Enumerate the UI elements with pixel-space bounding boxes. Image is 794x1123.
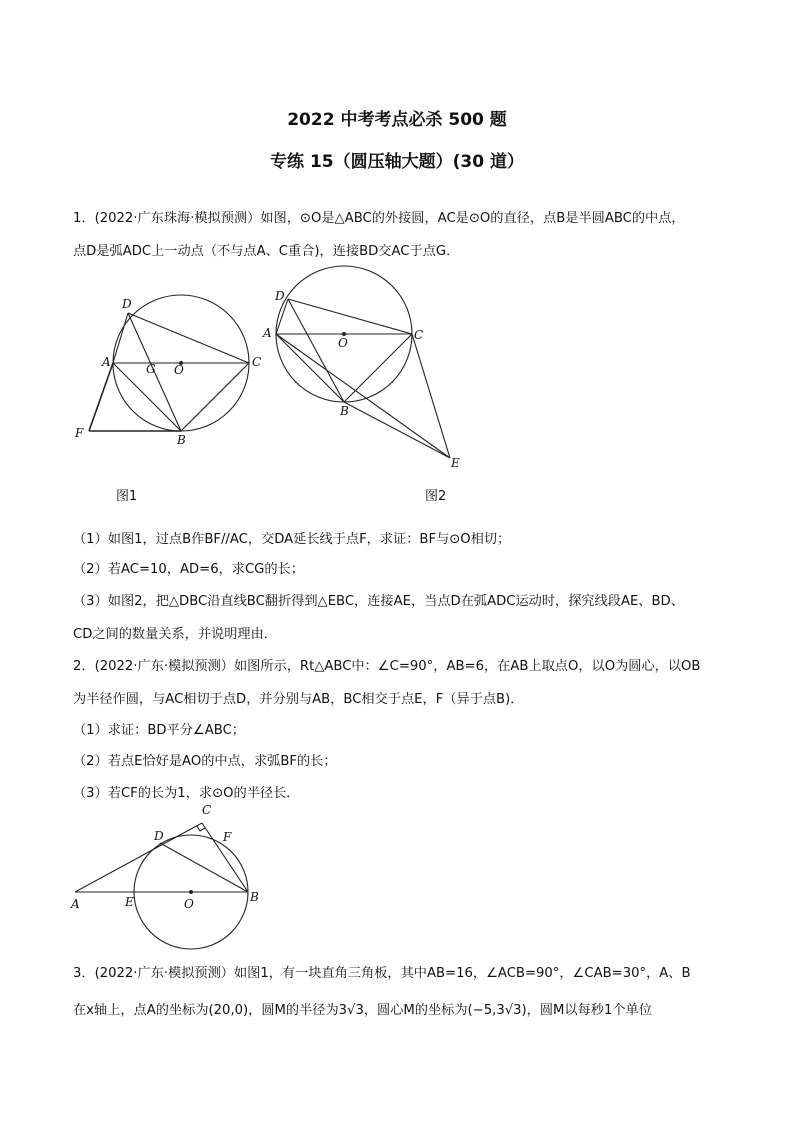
q1-figure-2 <box>255 255 485 510</box>
q1-figure-1 <box>60 290 280 510</box>
fig2-caption: 图2 <box>425 489 447 504</box>
q2-part3: （3）若CF的长为1，求⊙O的半径长． <box>73 786 300 801</box>
q1-part3-line1: （3）如图2，把△DBC沿直线BC翻折得到△EBC，连接AE，当点D在弧ADC运动时，探究线段AE、BD、 <box>73 594 684 609</box>
q1-part3-line2: CD之间的数量关系，并说明理由． <box>73 627 277 642</box>
fig2-label-e: E <box>451 456 460 470</box>
q1-part1: （1）如图1，过点B作BF//AC，交DA延长线于点F，求证：BF与⊙O相切； <box>73 532 511 547</box>
fig2-label-b: B <box>340 404 349 418</box>
q3-stem-line1: 3．(2022·广东·模拟预测）如图1，有一块直角三角板，其中AB=16，∠ACB=90°，∠CAB=30°，A、B <box>73 966 691 981</box>
document-title: 2022 中考考点必杀 500 题 <box>287 110 507 130</box>
fig2-label-c: C <box>414 328 424 342</box>
q2-fig-label-o: O <box>184 897 194 911</box>
document-subtitle: 专练 15（圆压轴大题）(30 道） <box>270 152 524 172</box>
fig1-label-b: B <box>177 433 186 447</box>
fig1-label-d: D <box>122 297 132 311</box>
fig1-label-g: G <box>146 362 156 376</box>
q2-part2: （2）若点E恰好是AO的中点，求弧BF的长； <box>73 754 337 769</box>
q2-fig-label-b: B <box>250 890 259 904</box>
q2-fig-label-c: C <box>202 803 212 817</box>
q2-fig-label-a: A <box>71 897 80 911</box>
fig1-label-f: F <box>75 426 84 440</box>
q2-stem-line1: 2．(2022·广东·模拟预测）如图所示，Rt△ABC中：∠C=90°，AB=6，在AB上取点O，以O为圆心，以OB <box>73 659 701 674</box>
q2-fig-label-d: D <box>154 829 164 843</box>
fig1-label-a: A <box>102 355 111 369</box>
q1-part2: （2）若AC=10，AD=6，求CG的长； <box>73 562 304 577</box>
q1-stem-line2: 点D是弧ADC上一动点（不与点A、C重合)，连接BD交AC于点G． <box>73 244 460 259</box>
fig2-label-d: D <box>275 289 285 303</box>
q2-part1: （1）求证：BD平分∠ABC； <box>73 723 245 738</box>
q2-stem-line2: 为半径作圆，与AC相切于点D，并分别与AB，BC相交于点E，F（异于点B)． <box>73 692 524 707</box>
fig1-label-c: C <box>252 355 262 369</box>
q2-fig-label-f: F <box>223 830 232 844</box>
q2-fig-label-e: E <box>125 895 134 909</box>
q3-stem-line2: 在x轴上，点A的坐标为(20,0)，圆M的半径为3√3，圆心M的坐标为(−5,3√3)，圆M以每秒1个单位 <box>73 1003 652 1018</box>
fig1-caption: 图1 <box>116 489 138 504</box>
fig1-label-o: O <box>174 363 184 377</box>
q1-stem-line1: 1．(2022·广东珠海·模拟预测）如图，⊙O是△ABC的外接圆，AC是⊙O的直径，点B是半圆ABC的中点， <box>73 211 685 226</box>
q2-figure <box>65 798 275 953</box>
fig2-label-a: A <box>263 326 272 340</box>
fig2-label-o: O <box>338 336 348 350</box>
